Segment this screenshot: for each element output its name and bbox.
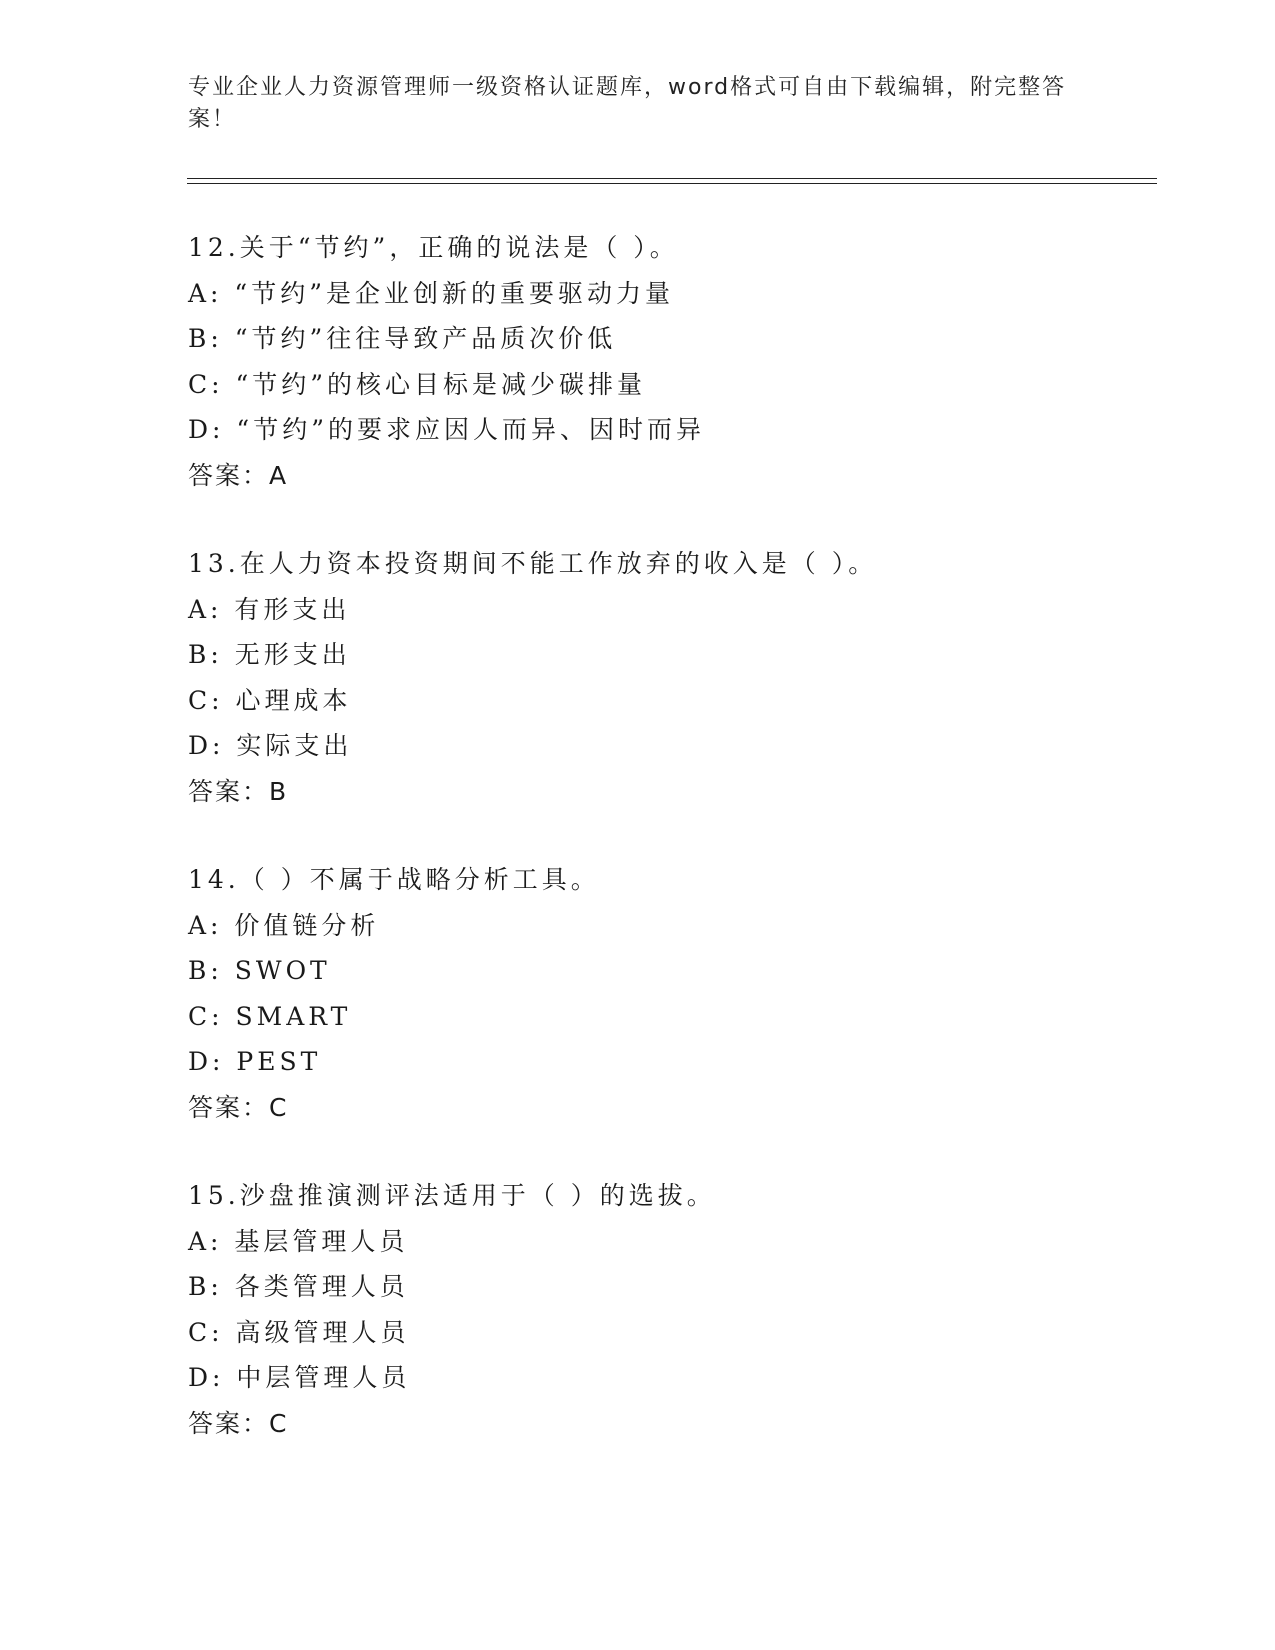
option-d: D: PEST (188, 1047, 322, 1076)
question-13 (188, 541, 1138, 814)
question-stem: 14.（ ）不属于战略分析工具。 (188, 865, 600, 894)
option-b: B: 各类管理人员 (188, 1272, 409, 1301)
question-stem: 13.在人力资本投资期间不能工作放弃的收入是（ ）。 (188, 549, 878, 578)
option-c: C: 心理成本 (188, 685, 352, 715)
document-header: 专业企业人力资源管理师一级资格认证题库，word格式可自由下载编辑，附完整答案！ (188, 75, 1067, 132)
option-c: C: 高级管理人员 (188, 1317, 410, 1347)
question-15 (188, 1173, 1138, 1446)
option-c: C: SMART (188, 1001, 352, 1031)
option-b: B: “节约”往往导致产品质次价低 (188, 324, 617, 353)
option-d: D: 中层管理人员 (188, 1363, 411, 1392)
question-stem: 15.沙盘推演测评法适用于（ ）的选拔。 (188, 1181, 716, 1210)
answer-label: 答案：B (188, 776, 289, 806)
header-rule-bottom (187, 183, 1157, 184)
question-12 (188, 225, 1138, 498)
option-d: D: “节约”的要求应因人而异、因时而异 (188, 415, 705, 444)
question-stem: 12.关于“节约”，正确的说法是（ ）。 (188, 233, 679, 262)
header-rule-top (187, 178, 1157, 179)
answer-label: 答案：C (188, 1092, 289, 1122)
option-a: A: 基层管理人员 (188, 1226, 409, 1256)
option-a: A: “节约”是企业创新的重要驱动力量 (188, 278, 674, 308)
option-b: B: 无形支出 (188, 640, 351, 669)
question-14 (188, 857, 1138, 1130)
option-c: C: “节约”的核心目标是减少碳排量 (188, 369, 647, 399)
option-d: D: 实际支出 (188, 731, 353, 760)
answer-label: 答案：A (188, 460, 289, 490)
option-b: B: SWOT (188, 956, 331, 985)
answer-label: 答案：C (188, 1408, 289, 1438)
option-a: A: 价值链分析 (188, 910, 380, 940)
option-a: A: 有形支出 (188, 594, 351, 624)
